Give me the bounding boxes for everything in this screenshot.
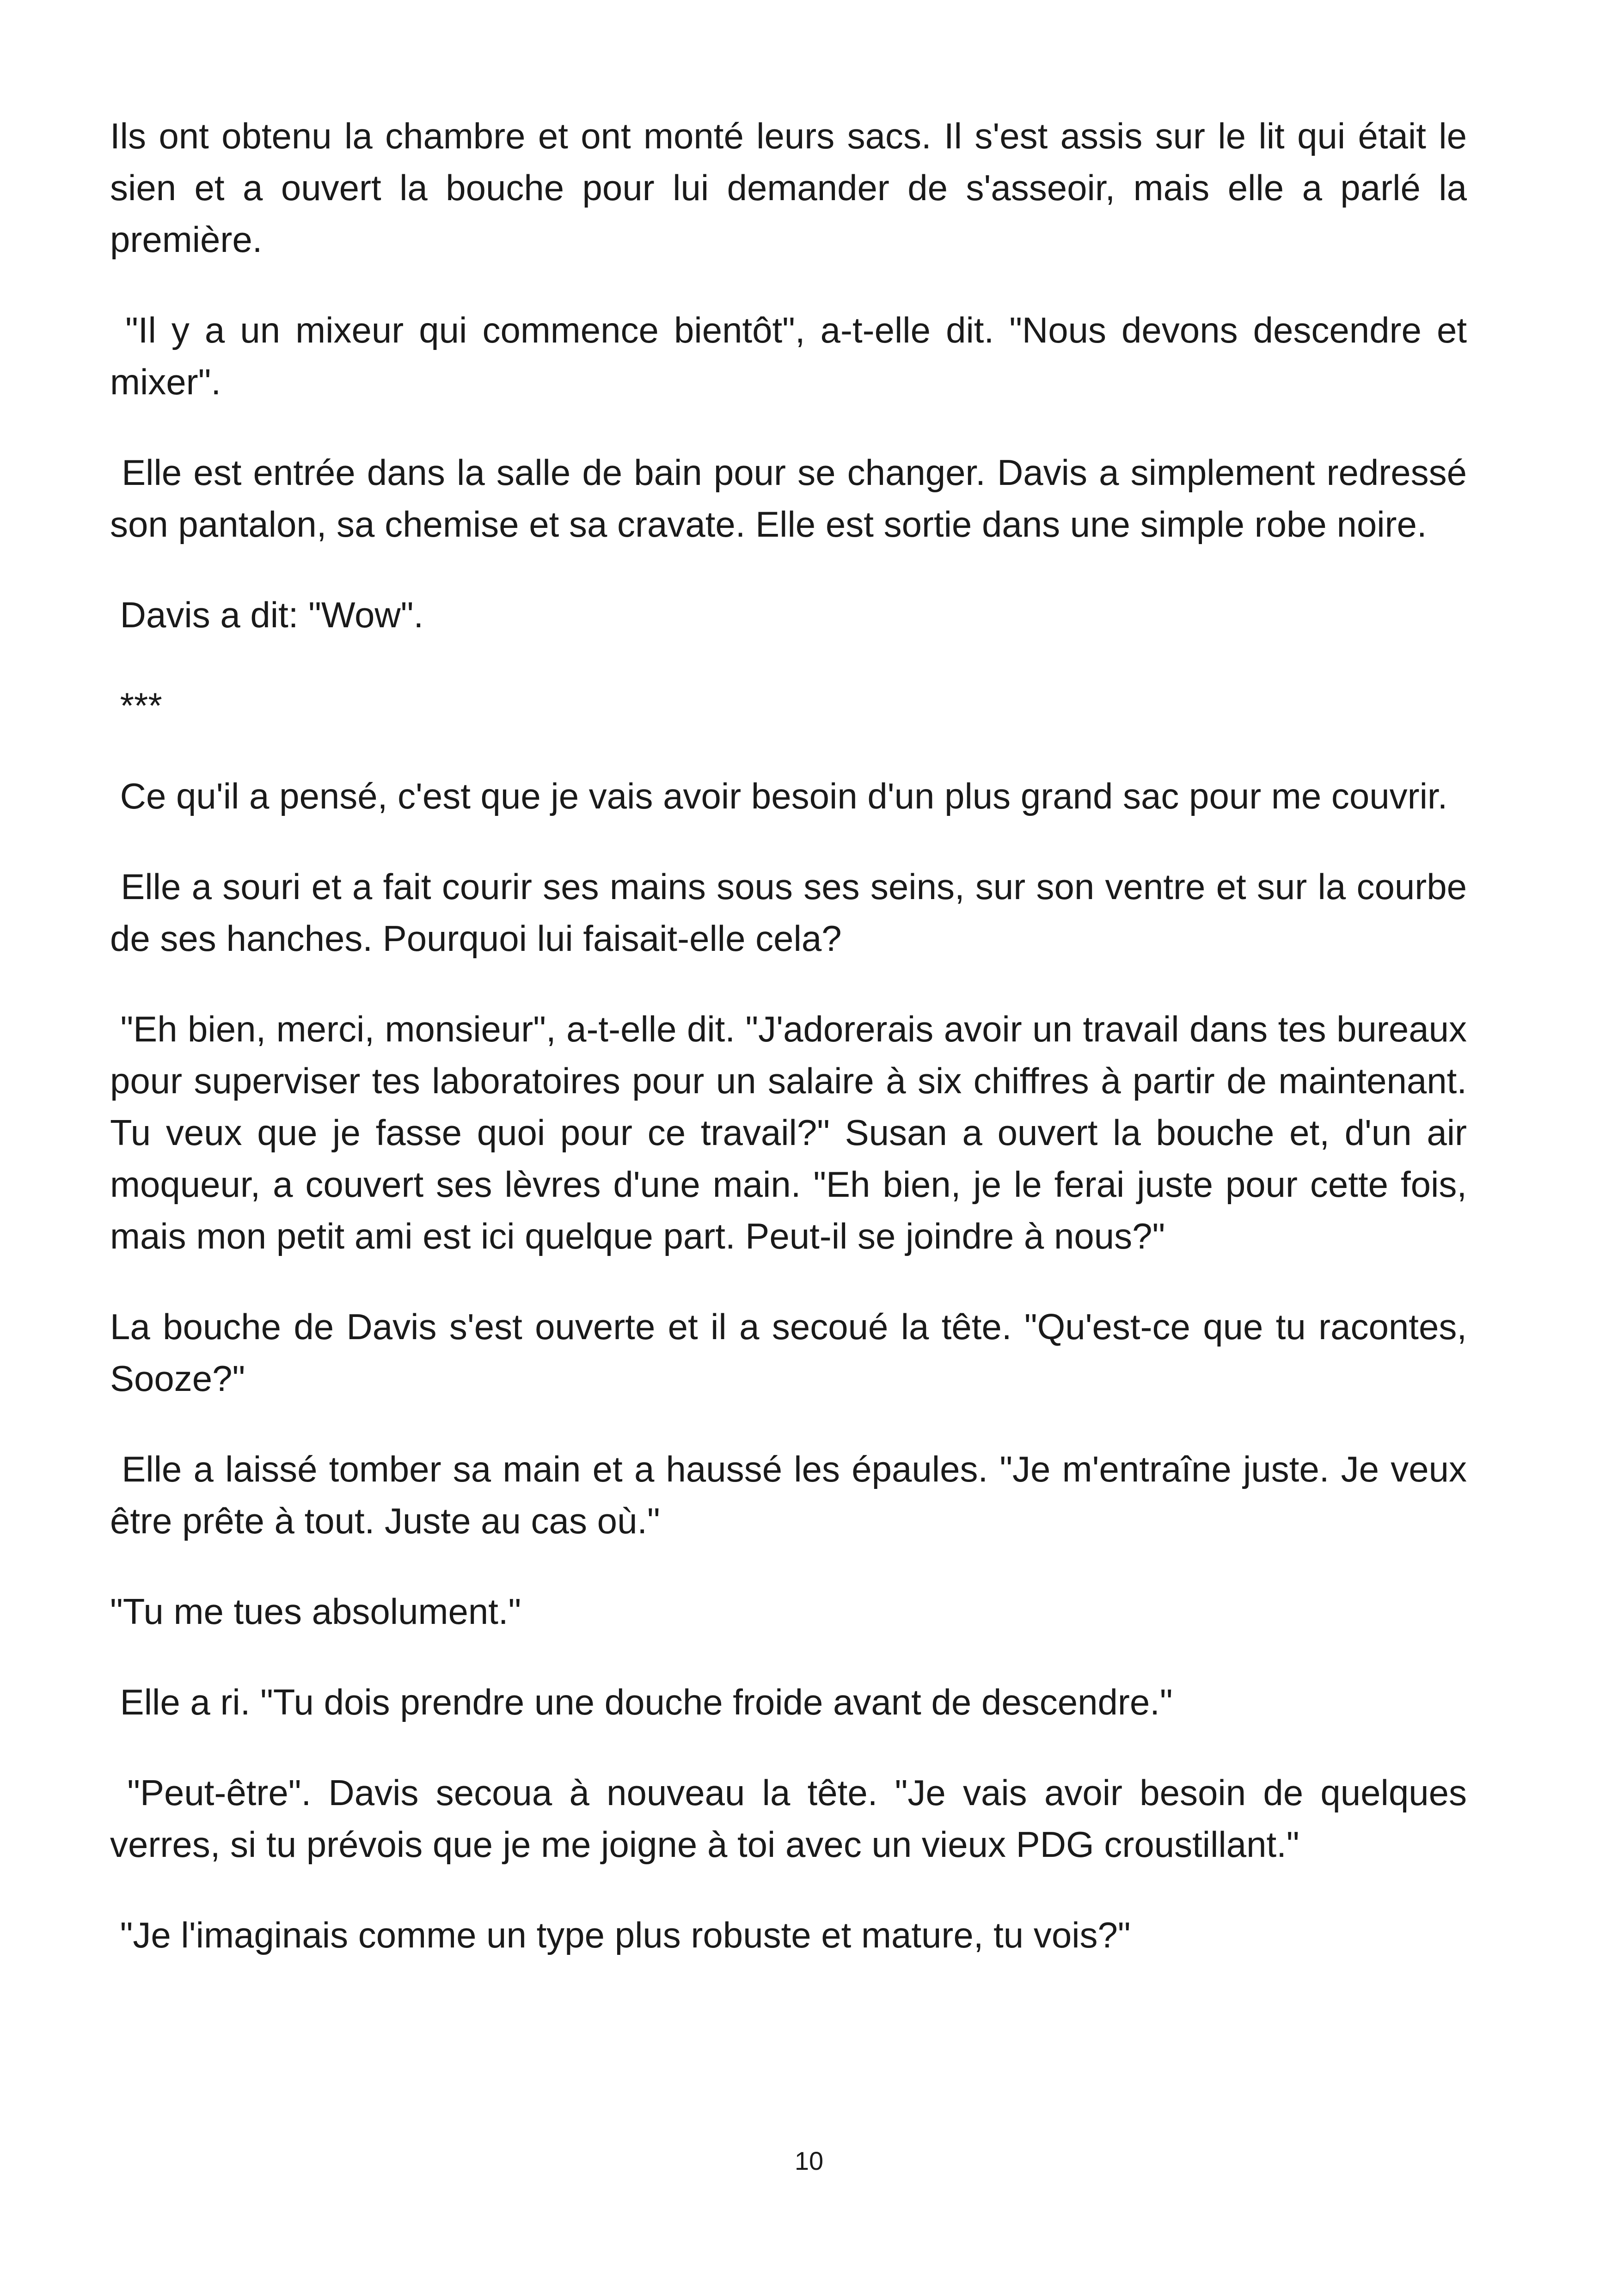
paragraph: Ils ont obtenu la chambre et ont monté leurs sacs. Il s'est assis sur le lit qui était le sien et a ouvert la bouche pour lui demander de s'asseoir, mais elle a parlé la première. [110,116,1477,260]
paragraph: Davis a dit: "Wow". [110,594,424,635]
paragraph: La bouche de Davis s'est ouverte et il a secoué la tête. "Qu'est-ce que tu racontes, Sooze?" [110,1306,1477,1399]
section-break: *** [110,685,162,726]
paragraph: Elle a laissé tomber sa main et a haussé les épaules. "Je m'entraîne juste. Je veux être prête à tout. Juste au cas où." [110,1449,1477,1541]
paragraph: Ce qu'il a pensé, c'est que je vais avoir besoin d'un plus grand sac pour me couvrir. [110,776,1448,816]
paragraph: Elle a ri. "Tu dois prendre une douche froide avant de descendre." [110,1682,1173,1722]
page-number: 10 [794,2146,824,2175]
paragraph: "Je l'imaginais comme un type plus robuste et mature, tu vois?" [110,1915,1131,1955]
paragraph: Elle a souri et a fait courir ses mains sous ses seins, sur son ventre et sur la courbe de ses hanches. Pourquoi lui faisait-elle cela? [110,866,1477,959]
paragraph: "Eh bien, merci, monsieur", a-t-elle dit. "J'adorerais avoir un travail dans tes bureaux pour superviser tes laboratoires pour un salaire à six chiffres à partir de maintenant. Tu veux que je fasse quoi pour ce travail?" Susan a ouvert la bouche et, d'un air moqueur, a couvert ses lèvres d'une main. "Eh bien, je le ferai juste pour cette fois, mais mon petit ami est ici quelque part. Peut-il se joindre à nous?" [110,1009,1477,1256]
paragraph: "Il y a un mixeur qui commence bientôt", a-t-elle dit. "Nous devons descendre et mixer". [110,310,1477,402]
paragraph: Elle est entrée dans la salle de bain pour se changer. Davis a simplement redressé son pantalon, sa chemise et sa cravate. Elle est sortie dans une simple robe noire. [110,452,1477,545]
paragraph: "Tu me tues absolument." [110,1591,521,1632]
paragraph: "Peut-être". Davis secoua à nouveau la tête. "Je vais avoir besoin de quelques verres, si tu prévois que je me joigne à toi avec un vieux PDG croustillant." [110,1772,1477,1865]
text-body [110,110,1477,2000]
